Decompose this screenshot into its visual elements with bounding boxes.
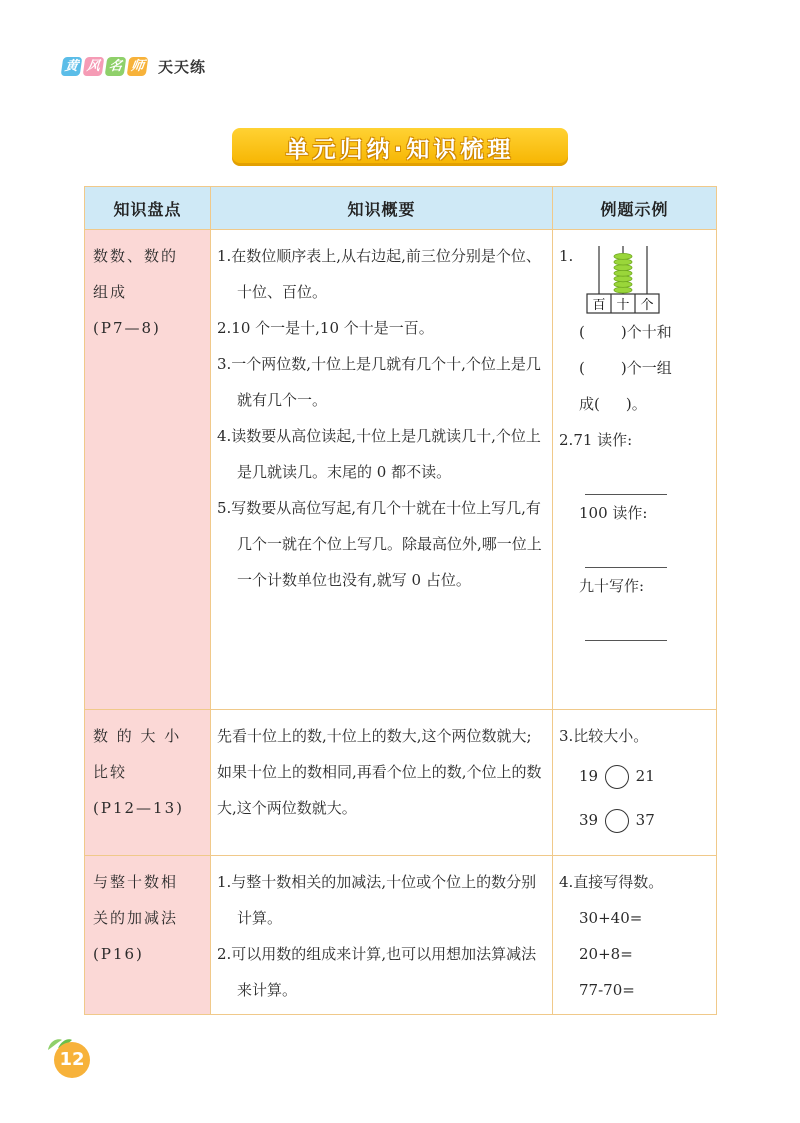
abacus-figure xyxy=(585,242,665,314)
compare-item: 19 21 xyxy=(579,754,710,798)
summary-point: 1.与整十数相关的加减法,十位或个位上的数分别计算。 xyxy=(217,873,537,927)
question-number: 1. xyxy=(559,247,574,265)
example-cell xyxy=(553,230,717,710)
summary-cell xyxy=(211,710,553,856)
abacus-label-tens: 十 xyxy=(616,298,630,313)
calc-item: 30+40= xyxy=(579,909,643,927)
topic-page: (P12—13) xyxy=(93,799,184,817)
compare-circle[interactable] xyxy=(605,765,629,789)
abacus-bead xyxy=(614,265,632,271)
summary-point: 5.写数要从高位写起,有几个十就在十位上写几,有几个一就在个位上写几。除最高位外,哪一位上一个计数单位也没有,就写 0 占位。 xyxy=(217,499,542,589)
answer-line xyxy=(585,604,667,641)
topic-line: 关的加减法 xyxy=(93,909,179,927)
table-header-row xyxy=(85,187,717,230)
question-2-item: 九十写作: xyxy=(579,577,645,595)
header-topic: 知识盘点 xyxy=(85,187,211,230)
calc-item: 77-70= xyxy=(579,981,635,999)
example-cell xyxy=(553,856,717,1015)
topic-page: (P16) xyxy=(93,945,144,963)
topic-line: 数 的 大 小 xyxy=(93,727,182,745)
abacus-bead xyxy=(614,259,632,265)
abacus-bead xyxy=(614,276,632,282)
fill-line-2: ( )个一组 xyxy=(579,359,672,377)
topic-cell xyxy=(85,230,211,710)
header-summary: 知识概要 xyxy=(211,187,553,230)
topic-line: 数数、数的 xyxy=(93,247,179,265)
table-row xyxy=(85,230,717,710)
abacus-beads xyxy=(614,253,632,293)
abacus-bead xyxy=(614,253,632,259)
topic-cell xyxy=(85,856,211,1015)
table-row xyxy=(85,856,717,1015)
brand-tile-3: 名 xyxy=(105,57,127,76)
answer-line xyxy=(585,531,667,568)
brand-tile-4: 师 xyxy=(127,57,149,76)
header-example: 例题示例 xyxy=(553,187,717,230)
summary-text: 先看十位上的数,十位上的数大,这个两位数就大;如果十位上的数相同,再看个位上的数,个位上的数大,这个两位数就大。 xyxy=(217,727,542,817)
brand-tile-2: 风 xyxy=(83,57,105,76)
abacus-label-ones: 个 xyxy=(640,298,654,313)
compare-circle[interactable] xyxy=(605,809,629,833)
fill-line-1: ( )个十和 xyxy=(579,323,672,341)
brand-logo xyxy=(62,56,206,77)
question-3: 3.比较大小。 xyxy=(559,727,649,745)
summary-point: 4.读数要从高位读起,十位上是几就读几十,个位上是几就读几。末尾的 0 都不读。 xyxy=(217,427,541,481)
brand-subtitle: 天天练 xyxy=(158,58,207,76)
brand-tile-1: 黄 xyxy=(61,57,83,76)
example-cell xyxy=(553,710,717,856)
abacus-label-hundreds: 百 xyxy=(592,298,606,313)
compare-item: 39 37 xyxy=(579,798,710,842)
question-2: 2.71 读作: xyxy=(559,431,633,449)
abacus-bead xyxy=(614,287,632,293)
calc-item: 20+8= xyxy=(579,945,633,963)
summary-point: 3.一个两位数,十位上是几就有几个十,个位上是几就有几个一。 xyxy=(217,355,541,409)
question-2-item: 100 读作: xyxy=(579,504,648,522)
page-number: 12 xyxy=(54,1042,90,1078)
section-title: 单元归纳·知识梳理 xyxy=(285,136,515,163)
knowledge-table xyxy=(84,186,717,1015)
summary-point: 2.可以用数的组成来计算,也可以用想加法算减法来计算。 xyxy=(217,945,537,999)
topic-line: 与整十数相 xyxy=(93,873,179,891)
topic-line: 组成 xyxy=(93,283,128,301)
abacus-bead xyxy=(614,281,632,287)
summary-point: 1.在数位顺序表上,从右边起,前三位分别是个位、十位、百位。 xyxy=(217,247,541,301)
section-banner xyxy=(232,128,568,166)
summary-point: 2.10 个一是十,10 个十是一百。 xyxy=(217,319,434,337)
topic-line: 比较 xyxy=(93,763,128,781)
summary-cell xyxy=(211,856,553,1015)
question-4: 4.直接写得数。 xyxy=(559,873,664,891)
fill-line-3: 成( )。 xyxy=(579,395,647,413)
topic-cell xyxy=(85,710,211,856)
abacus-bead xyxy=(614,270,632,276)
table-row xyxy=(85,710,717,856)
topic-page: (P7—8) xyxy=(93,319,161,337)
answer-line xyxy=(585,458,667,495)
summary-cell xyxy=(211,230,553,710)
